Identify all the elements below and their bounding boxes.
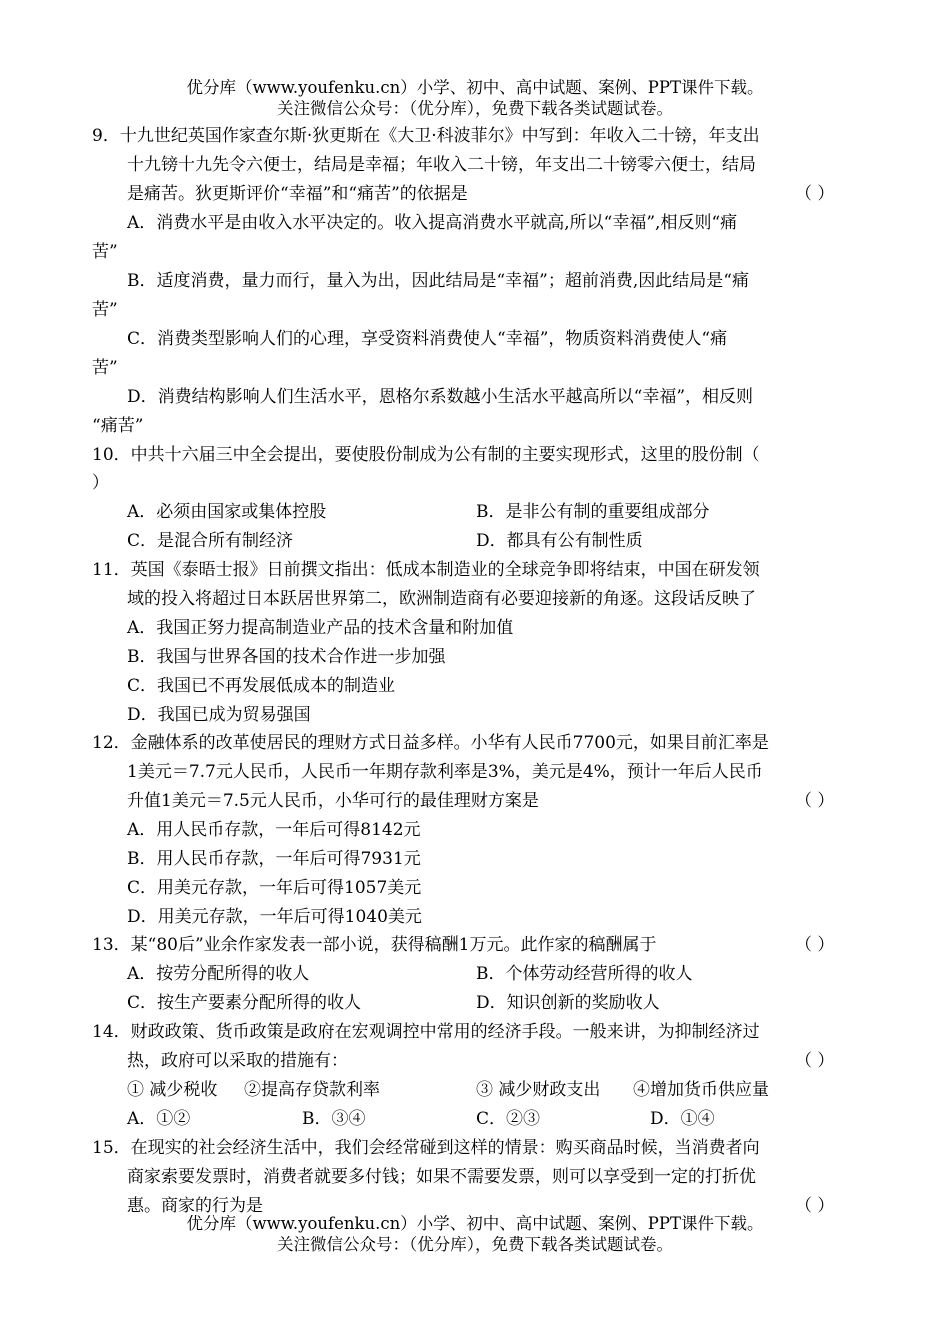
header-line-2: 关注微信公众号：（优分库），免费下载各类试题试卷。 xyxy=(277,99,673,118)
q14-item-4: ④增加货币供应量 xyxy=(633,1080,769,1100)
q14-option-a: A．①② xyxy=(127,1109,191,1129)
q14-option-b: B．③④ xyxy=(302,1109,366,1129)
q10-option-a: A．必须由国家或集体控股 xyxy=(127,502,327,522)
q14-item-1: ① 减少税收 xyxy=(127,1080,218,1100)
q15-stem-2: 商家索要发票时，消费者就要多付钱；如果不需要发票，则可以享受到一定的打折优 xyxy=(127,1167,756,1187)
q13-option-d: D．知识创新的奖励收人 xyxy=(476,993,660,1013)
q14-stem-2: 热，政府可以采取的措施有： xyxy=(127,1051,348,1071)
q12-option-c: C．用美元存款，一年后可得1057美元 xyxy=(127,878,422,898)
q9-option-c-1: C．消费类型影响人们的心理，享受资料消费使人“幸福”，物质资料消费使人“痛 xyxy=(127,329,728,349)
q9-option-d-2: “痛苦” xyxy=(92,416,144,436)
q9-option-a-1: A．消费水平是由收入水平决定的。收入提高消费水平就高,所以“幸福”,相反则“痛 xyxy=(127,213,738,233)
q14-item-2: ②提高存贷款利率 xyxy=(244,1080,380,1100)
q14-option-d: D．①④ xyxy=(650,1109,715,1129)
q10-stem-2: ） xyxy=(92,473,109,493)
q14-option-c: C．②③ xyxy=(476,1109,541,1129)
q9-stem-3: 是痛苦。狄更斯评价“幸福”和“痛苦”的依据是 xyxy=(127,184,468,204)
q14-item-3: ③ 减少财政支出 xyxy=(476,1080,601,1100)
q13-option-c: C．按生产要素分配所得的收人 xyxy=(127,993,362,1013)
q10-option-d: D．都具有公有制性质 xyxy=(476,531,643,551)
q14-answer-paren: （ ） xyxy=(795,1051,835,1071)
q12-stem-2: 1美元＝7.7元人民币，人民币一年期存款利率是3%，美元是4%，预计一年后人民币 xyxy=(127,762,763,782)
q9-stem-1: 9．十九世纪英国作家查尔斯·狄更斯在《大卫·科波菲尔》中写到：年收入二十镑，年支出 xyxy=(92,126,760,146)
q9-option-c-2: 苦” xyxy=(92,358,118,378)
q9-stem-2: 十九镑十九先令六便士，结局是幸福；年收入二十镑，年支出二十镑零六便士，结局 xyxy=(127,155,756,175)
footer-line-2: 关注微信公众号：（优分库），免费下载各类试题试卷。 xyxy=(277,1235,673,1254)
q11-stem-1: 11．英国《泰晤士报》日前撰文指出：低成本制造业的全球竞争即将结束，中国在研发领 xyxy=(92,560,760,580)
q12-stem-1: 12．金融体系的改革使居民的理财方式日益多样。小华有人民币7700元，如果目前汇率是 xyxy=(92,733,769,753)
q12-stem-3: 升值1美元＝7.5元人民币，小华可行的最佳理财方案是 xyxy=(127,791,539,811)
q14-stem-1: 14．财政政策、货币政策是政府在宏观调控中常用的经济手段。一般来讲，为抑制经济过 xyxy=(92,1022,760,1042)
footer-line-1: 优分库（www.youfenku.cn）小学、初中、高中试题、案例、PPT课件下载。 xyxy=(186,1214,764,1233)
q13-stem-1: 13．某“80后”业余作家发表一部小说，获得稿酬1万元。此作家的稿酬属于 xyxy=(92,935,657,955)
q9-answer-paren: （ ） xyxy=(795,184,835,204)
q12-option-b: B．用人民币存款，一年后可得7931元 xyxy=(127,849,421,869)
q13-option-b: B．个体劳动经营所得的收人 xyxy=(476,964,693,984)
q15-answer-paren: （ ） xyxy=(795,1196,835,1216)
q10-option-b: B．是非公有制的重要组成部分 xyxy=(476,502,710,522)
q10-stem-1: 10．中共十六届三中全会提出，要使股份制成为公有制的主要实现形式，这里的股份制（ xyxy=(92,445,760,465)
q12-option-a: A．用人民币存款，一年后可得8142元 xyxy=(127,820,421,840)
q9-option-a-2: 苦” xyxy=(92,242,118,262)
q9-option-b-1: B．适度消费，量力而行，量入为出，因此结局是“幸福”；超前消费,因此结局是“痛 xyxy=(127,271,749,291)
q11-option-d: D．我国已成为贸易强国 xyxy=(127,705,311,725)
q9-option-b-2: 苦” xyxy=(92,300,118,320)
q10-option-c: C．是混合所有制经济 xyxy=(127,531,294,551)
q11-option-b: B．我国与世界各国的技术合作进一步加强 xyxy=(127,647,446,667)
header-line-1: 优分库（www.youfenku.cn）小学、初中、高中试题、案例、PPT课件下载。 xyxy=(186,78,764,97)
q12-answer-paren: （ ） xyxy=(795,791,835,811)
q11-option-c: C．我国已不再发展低成本的制造业 xyxy=(127,676,396,696)
q13-option-a: A．按劳分配所得的收人 xyxy=(127,964,310,984)
q12-option-d: D．用美元存款，一年后可得1040美元 xyxy=(127,907,422,927)
q9-option-d-1: D．消费结构影响人们生活水平，恩格尔系数越小生活水平越高所以“幸福”，相反则 xyxy=(127,387,754,407)
q13-answer-paren: （ ） xyxy=(795,935,835,955)
q11-option-a: A．我国正努力提高制造业产品的技术含量和附加值 xyxy=(127,618,514,638)
q15-stem-1: 15．在现实的社会经济生活中，我们会经常碰到这样的情景：购买商品时候，当消费者向 xyxy=(92,1138,760,1158)
q11-stem-2: 域的投入将超过日本跃居世界第二，欧洲制造商有必要迎接新的角逐。这段话反映了 xyxy=(127,589,756,609)
q15-stem-3: 惠。商家的行为是 xyxy=(127,1196,263,1216)
